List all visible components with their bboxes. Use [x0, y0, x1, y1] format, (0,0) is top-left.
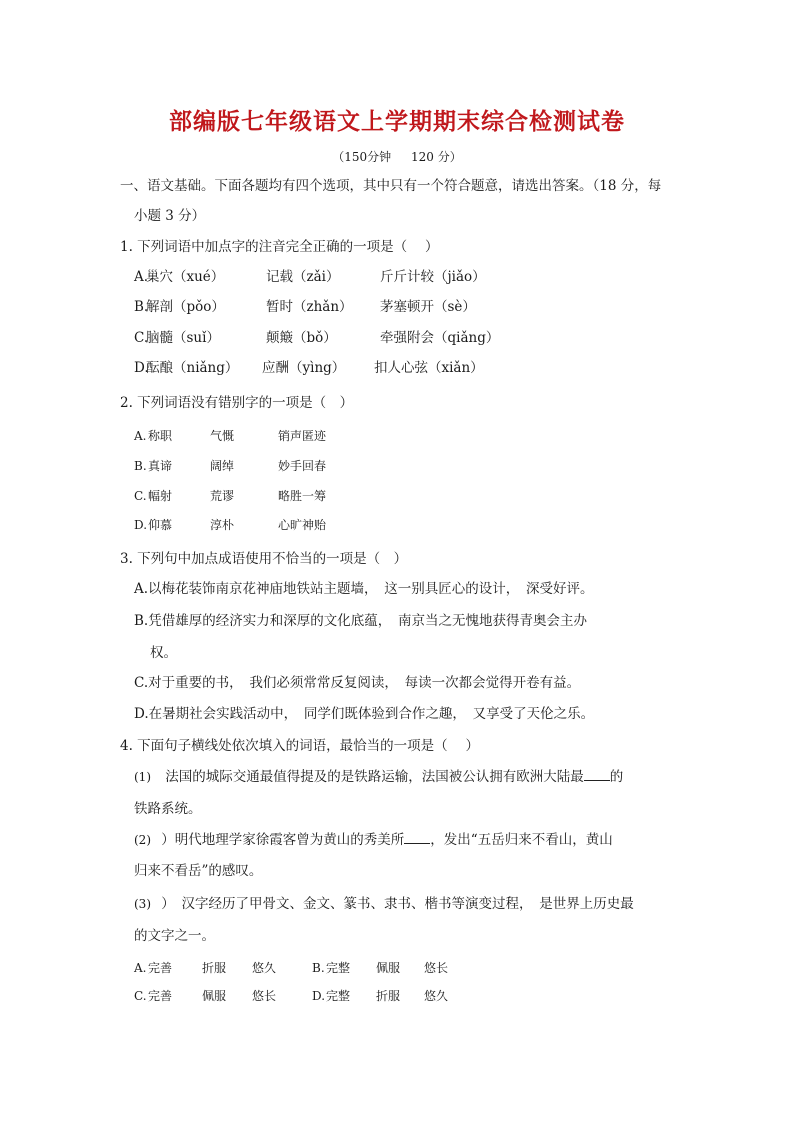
q1-option-d: D. 酝酿（niǎng） 应酬（yìng） 扣人心弦（xiǎn） [134, 360, 484, 376]
answer-blank [584, 767, 610, 781]
q1-option-c: C. 脑髓（suǐ） 颠簸（bǒ） 牵强附会（qiǎng） [134, 330, 500, 346]
q2-option-d: D. 仰慕 淳朴 心旷神贻 [134, 518, 327, 532]
q4-sentence-3: (3) ） 汉字经历了甲骨文、金文、篆书、隶书、楷书等演变过程， 是世界上历史最 [134, 896, 634, 912]
q3-option-c: C.对于重要的书， 我们必须常常反复阅读， 每读一次都会觉得开卷有益。 [134, 675, 581, 691]
q3-option-b: B.凭借雄厚的经济实力和深厚的文化底蕴， 南京当之无愧地获得青奥会主办 [134, 613, 587, 629]
q2-option-c: C. 幅射 荒谬 略胜一筹 [134, 489, 327, 503]
q1-option-a: A. 巢穴（xué） 记载（zǎi） 斤斤计较（jiǎo） [134, 269, 486, 285]
q2-option-b: B. 真谛 阔绰 妙手回春 [134, 459, 327, 473]
q4-sentence-1-cont: 铁路系统。 [134, 801, 202, 817]
exam-meta [0, 148, 794, 165]
answer-blank [404, 830, 430, 844]
exam-time: （150分钟 [332, 150, 392, 164]
question-1-stem: 1. 下列词语中加点字的注音完全正确的一项是（ ） [120, 239, 439, 255]
q2-option-a: A. 称职 气慨 销声匿迹 [134, 429, 327, 443]
q4-option-c: C. 完善 佩服 悠长 [134, 989, 277, 1003]
q3-option-b-cont: 权。 [150, 645, 177, 661]
q4-option-b: B. 完整 佩服 悠长 [312, 961, 449, 975]
q4-option-a: A. 完善 折服 悠久 [134, 961, 277, 975]
question-3-stem: 3. 下列句中加点成语使用不恰当的一项是（ ） [120, 551, 408, 567]
q4-sentence-1: (1) 法国的城际交通最值得提及的是铁路运输，法国被公认拥有欧洲大陆最 的 [134, 769, 624, 785]
question-2-stem: 2. 下列词语没有错别字的一项是（ ） [120, 395, 354, 411]
exam-score: 120 分） [411, 150, 462, 164]
q3-option-a: A.以梅花装饰南京花神庙地铁站主题墙， 这一别具匠心的设计， 深受好评。 [134, 581, 594, 597]
q1-option-b: B. 解剖（pǒo） 暂时（zhǎn） 茅塞顿开（sè） [134, 299, 476, 315]
section-heading: 一、语文基础。下面各题均有四个选项，其中只有一个符合题意，请选出答案。（18 分，每 [120, 178, 662, 194]
q3-option-d: D.在暑期社会实践活动中， 同学们既体验到合作之趣， 又享受了天伦之乐。 [134, 706, 595, 722]
q4-sentence-3-cont: 的文字之一。 [134, 928, 215, 944]
page-title: 部编版七年级语文上学期期末综合检测试卷 [169, 108, 625, 135]
q4-sentence-2-cont: 归来不看岳”的感叹。 [134, 863, 263, 879]
q4-option-d: D. 完整 折服 悠久 [312, 989, 449, 1003]
section-heading-cont: 小题 3 分） [134, 208, 206, 224]
question-4-stem: 4. 下面句子横线处依次填入的词语，最恰当的一项是（ ） [120, 738, 479, 754]
q4-sentence-2: (2) ）明代地理学家徐霞客曾为黄山的秀美所 ，发出“五岳归来不看山，黄山 [134, 832, 613, 848]
